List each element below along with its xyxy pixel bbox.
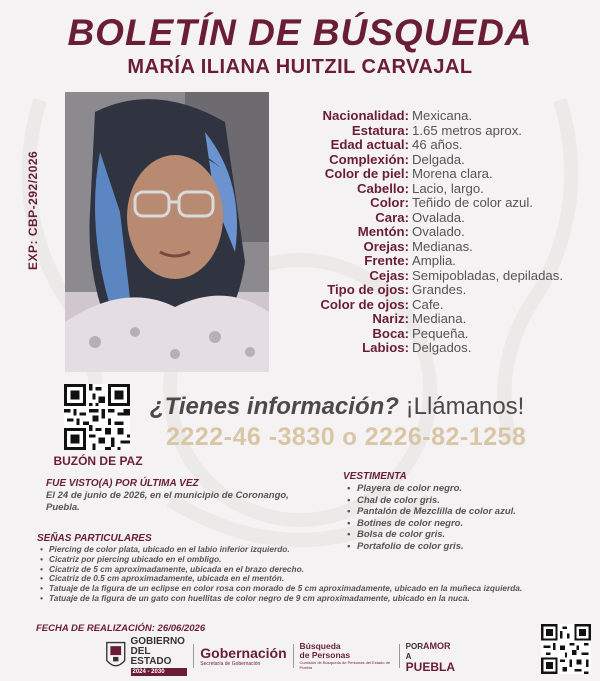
clothing-heading: VESTIMENTA <box>343 471 407 482</box>
detail-value: Mediana. <box>412 311 467 326</box>
qr-code[interactable] <box>64 384 130 450</box>
detail-row <box>300 153 595 168</box>
busqueda-line1: Búsqueda <box>299 641 341 651</box>
detail-label: Cara: <box>375 209 409 225</box>
por-amor-puebla-logo <box>406 641 455 672</box>
detail-row <box>300 211 595 226</box>
detail-row <box>300 225 595 240</box>
detail-value: Mexicana. <box>412 108 473 123</box>
last-seen-heading: FUE VISTO(A) POR ÚLTIMA VEZ <box>46 478 199 489</box>
detail-value: 46 años. <box>412 137 463 152</box>
list-item: • Pantalón de Mezclilla de color azul. <box>343 506 593 518</box>
gob-line2: DEL ESTADO <box>130 645 172 667</box>
detail-value: Amplia. <box>412 253 456 268</box>
detail-row <box>300 254 595 269</box>
detail-row <box>300 182 595 197</box>
contact-prompt <box>150 393 524 421</box>
gobernacion-text: Gobernación <box>200 644 287 661</box>
detail-row <box>300 283 595 298</box>
detail-row <box>300 327 595 342</box>
distinguishing-marks-section <box>37 533 593 604</box>
missing-person-name: MARÍA ILIANA HUITZIL CARVAJAL <box>127 56 473 78</box>
detail-row <box>300 138 595 153</box>
poramor-amor: AMOR <box>423 640 451 651</box>
detail-label: Frente: <box>364 253 409 268</box>
detail-label: Mentón: <box>357 224 409 239</box>
detail-label: Cejas: <box>369 267 409 283</box>
contact-question: ¿Tienes información? <box>150 393 399 420</box>
qr-code-small[interactable] <box>541 624 591 674</box>
detail-value: Teñido de color azul. <box>412 195 533 210</box>
divider <box>399 644 400 668</box>
phone-number-1[interactable]: 2222-46 -3830 <box>166 423 336 451</box>
phone-number-2[interactable]: 2226-82-1258 <box>364 423 527 451</box>
list-item: • Cicatriz de 5 cm aproximadamente, ubicada en el brazo derecho. <box>37 565 593 575</box>
detail-row <box>300 109 595 124</box>
physical-details <box>300 109 595 356</box>
divider <box>293 644 294 668</box>
detail-label: Boca: <box>372 325 409 341</box>
detail-label: Color de ojos: <box>320 296 409 312</box>
detail-value: Grandes. <box>412 282 467 297</box>
footer-logos <box>105 636 455 676</box>
divider <box>193 644 194 668</box>
detail-value: Semipobladas, depiladas. <box>412 267 564 283</box>
detail-value: Ovalada. <box>412 209 465 225</box>
last-seen-section <box>46 478 306 514</box>
detail-row <box>300 298 595 313</box>
poramor-a: A <box>405 651 412 661</box>
detail-label: Tipo de ojos: <box>327 282 409 297</box>
detail-value: Delgada. <box>412 151 465 167</box>
gobernacion-sub: Secretaría de Gobernación <box>200 660 261 667</box>
marks-heading: SEÑAS PARTICULARES <box>37 533 152 544</box>
detail-label: Color de piel: <box>324 166 409 181</box>
list-item: • Portafolio de color gris. <box>343 541 593 553</box>
case-number: EXP: CBP-292/2026 <box>26 150 40 270</box>
list-item: • Playera de color negro. <box>343 483 593 495</box>
detail-row <box>300 269 595 284</box>
phone-numbers <box>166 423 526 452</box>
person-photo <box>65 92 269 372</box>
contact-call: ¡Llámanos! <box>398 393 525 420</box>
list-item: • Piercing de color plata, ubicado en el labio inferior izquierdo. <box>37 545 593 555</box>
detail-label: Labios: <box>362 340 409 355</box>
detail-value: Ovalado. <box>412 224 465 239</box>
list-item: • Tatuaje de la figura de un eclipse en color rosa con morado de 5 cm aproximadamente, ubicado en la muñeca izquierda. <box>37 584 593 594</box>
detail-label: Orejas: <box>363 238 409 254</box>
detail-label: Color: <box>370 195 409 210</box>
list-item: • Botines de color negro. <box>343 518 593 530</box>
buzon-de-paz-label: BUZÓN DE PAZ <box>53 454 143 468</box>
gob-line1: GOBIERNO <box>130 635 185 647</box>
list-item: • Cicatriz de 0.5 cm aproximadamente, ubicada en el mentón. <box>37 574 593 584</box>
list-item: • Bolsa de color gris. <box>343 529 593 541</box>
detail-label: Cabello: <box>356 180 409 196</box>
detail-row <box>300 124 595 139</box>
list-item: • Chal de color gris. <box>343 495 593 507</box>
detail-value: Lacio, largo. <box>412 180 484 196</box>
detail-value: Cafe. <box>412 296 444 312</box>
detail-value: Morena clara. <box>412 166 493 181</box>
detail-row <box>300 240 595 255</box>
detail-value: 1.65 metros aprox. <box>412 122 522 138</box>
last-seen-text: El 24 de junio de 2026, en el municipio de Coronango, Puebla. <box>46 490 289 513</box>
poramor-puebla: PUEBLA <box>405 659 455 674</box>
busqueda-line2: de Personas <box>299 650 351 660</box>
busqueda-sub: Comisión de Búsqueda de Personas del Estado de Puebla <box>299 660 391 670</box>
bulletin-title: BOLETÍN DE BÚSQUEDA <box>67 12 533 53</box>
detail-row <box>300 312 595 327</box>
gobernacion-logo <box>200 646 286 667</box>
detail-label: Nacionalidad: <box>322 108 409 123</box>
phone-separator: o <box>335 424 365 451</box>
detail-value: Pequeña. <box>412 325 469 341</box>
detail-row <box>300 167 595 182</box>
detail-label: Edad actual: <box>330 137 409 152</box>
detail-label: Nariz: <box>372 311 409 326</box>
gobierno-estado-logo <box>131 637 188 676</box>
state-seal-icon <box>105 639 127 673</box>
detail-row <box>300 341 595 356</box>
busqueda-logo <box>300 642 393 670</box>
detail-row <box>300 196 595 211</box>
poramor-por: POR <box>405 641 423 651</box>
detail-value: Medianas. <box>412 238 473 254</box>
detail-label: Complexión: <box>329 151 409 167</box>
list-item: • Tatuaje de la figura de un gato con huellitas de color negro de 9 cm aproximadamente, ubicado en la nuca. <box>37 594 593 604</box>
list-item: • Cicatriz por piercing ubicado en el ombligo. <box>37 555 593 565</box>
gob-years: 2024 - 2030 <box>131 668 188 676</box>
detail-label: Estatura: <box>351 122 409 138</box>
creation-date: FECHA DE REALIZACIÓN: 26/06/2026 <box>36 623 206 634</box>
detail-value: Delgados. <box>412 340 472 355</box>
